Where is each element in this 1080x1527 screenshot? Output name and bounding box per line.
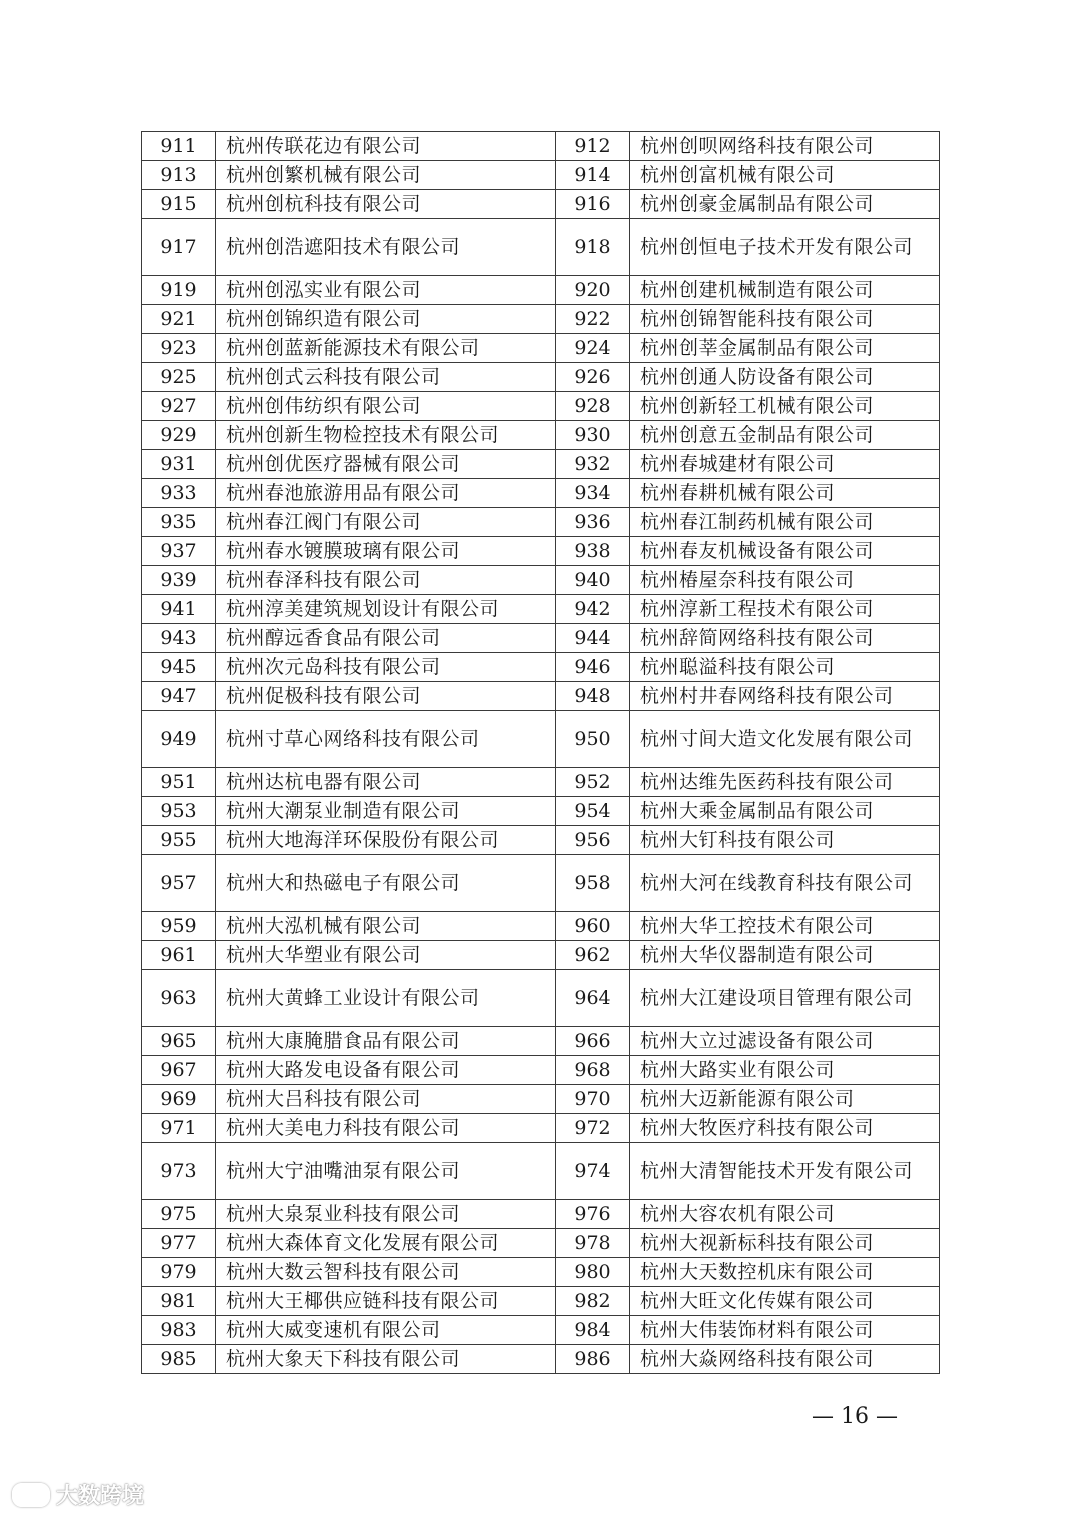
company-name-cell: 杭州创恒电子技术开发有限公司 (630, 219, 940, 276)
row-number-cell: 911 (142, 132, 216, 161)
table-row (142, 624, 940, 653)
company-name-cell: 杭州春水镀膜玻璃有限公司 (216, 537, 556, 566)
row-number-cell: 968 (556, 1056, 630, 1085)
company-name-cell: 杭州创锦智能科技有限公司 (630, 305, 940, 334)
row-number-cell: 962 (556, 941, 630, 970)
company-name-cell: 杭州创优医疗器械有限公司 (216, 450, 556, 479)
company-name-cell: 杭州大吕科技有限公司 (216, 1085, 556, 1114)
company-name-cell: 杭州大数云智科技有限公司 (216, 1258, 556, 1287)
row-number-cell: 936 (556, 508, 630, 537)
row-number-cell: 974 (556, 1143, 630, 1200)
row-number-cell: 928 (556, 392, 630, 421)
table-row (142, 595, 940, 624)
company-name-cell: 杭州春城建材有限公司 (630, 450, 940, 479)
company-name-cell: 杭州寸草心网络科技有限公司 (216, 711, 556, 768)
table-row (142, 1287, 940, 1316)
row-number-cell: 951 (142, 768, 216, 797)
table-row (142, 1143, 940, 1200)
row-number-cell: 949 (142, 711, 216, 768)
company-name-cell: 杭州大河在线教育科技有限公司 (630, 855, 940, 912)
company-name-cell: 杭州大美电力科技有限公司 (216, 1114, 556, 1143)
company-name-cell: 杭州大视新标科技有限公司 (630, 1229, 940, 1258)
company-name-cell: 杭州创锦织造有限公司 (216, 305, 556, 334)
company-name-cell: 杭州大泉泵业科技有限公司 (216, 1200, 556, 1229)
row-number-cell: 964 (556, 970, 630, 1027)
row-number-cell: 943 (142, 624, 216, 653)
table-row (142, 1056, 940, 1085)
company-name-cell: 杭州大旺文化传媒有限公司 (630, 1287, 940, 1316)
table-body (142, 132, 940, 1374)
row-number-cell: 986 (556, 1345, 630, 1374)
company-name-cell: 杭州椿屋奈科技有限公司 (630, 566, 940, 595)
table-row (142, 1345, 940, 1374)
company-name-cell: 杭州大立过滤设备有限公司 (630, 1027, 940, 1056)
company-name-cell: 杭州聪溢科技有限公司 (630, 653, 940, 682)
table-row (142, 276, 940, 305)
company-name-cell: 杭州寸间大造文化发展有限公司 (630, 711, 940, 768)
company-name-cell: 杭州大焱网络科技有限公司 (630, 1345, 940, 1374)
company-name-cell: 杭州大森体育文化发展有限公司 (216, 1229, 556, 1258)
row-number-cell: 967 (142, 1056, 216, 1085)
row-number-cell: 913 (142, 161, 216, 190)
table-row (142, 653, 940, 682)
company-name-cell: 杭州创建机械制造有限公司 (630, 276, 940, 305)
company-name-cell: 杭州创通人防设备有限公司 (630, 363, 940, 392)
table-row (142, 711, 940, 768)
table-row (142, 768, 940, 797)
table-row (142, 363, 940, 392)
row-number-cell: 985 (142, 1345, 216, 1374)
company-name-cell: 杭州达维先医药科技有限公司 (630, 768, 940, 797)
company-name-cell: 杭州大地海洋环保股份有限公司 (216, 826, 556, 855)
table-row (142, 1316, 940, 1345)
table-row (142, 941, 940, 970)
row-number-cell: 932 (556, 450, 630, 479)
row-number-cell: 961 (142, 941, 216, 970)
table-row (142, 682, 940, 711)
company-name-cell: 杭州大路发电设备有限公司 (216, 1056, 556, 1085)
table-row (142, 826, 940, 855)
row-number-cell: 930 (556, 421, 630, 450)
company-name-cell: 杭州大伟装饰材料有限公司 (630, 1316, 940, 1345)
row-number-cell: 938 (556, 537, 630, 566)
table-row (142, 970, 940, 1027)
table-row (142, 190, 940, 219)
row-number-cell: 963 (142, 970, 216, 1027)
company-name-cell: 杭州大华仪器制造有限公司 (630, 941, 940, 970)
watermark-logo-icon (12, 1483, 50, 1507)
row-number-cell: 945 (142, 653, 216, 682)
row-number-cell: 959 (142, 912, 216, 941)
company-name-cell: 杭州大黄蜂工业设计有限公司 (216, 970, 556, 1027)
company-name-cell: 杭州创伟纺织有限公司 (216, 392, 556, 421)
row-number-cell: 944 (556, 624, 630, 653)
row-number-cell: 983 (142, 1316, 216, 1345)
company-name-cell: 杭州淳美建筑规划设计有限公司 (216, 595, 556, 624)
company-name-cell: 杭州创豪金属制品有限公司 (630, 190, 940, 219)
table-row (142, 1085, 940, 1114)
row-number-cell: 972 (556, 1114, 630, 1143)
row-number-cell: 931 (142, 450, 216, 479)
table-row (142, 1027, 940, 1056)
row-number-cell: 969 (142, 1085, 216, 1114)
company-name-cell: 杭州创式云科技有限公司 (216, 363, 556, 392)
company-name-cell: 杭州大清智能技术开发有限公司 (630, 1143, 940, 1200)
company-name-cell: 杭州大迈新能源有限公司 (630, 1085, 940, 1114)
company-name-cell: 杭州创呗网络科技有限公司 (630, 132, 940, 161)
company-name-cell: 杭州淳新工程技术有限公司 (630, 595, 940, 624)
row-number-cell: 925 (142, 363, 216, 392)
row-number-cell: 923 (142, 334, 216, 363)
company-name-cell: 杭州春友机械设备有限公司 (630, 537, 940, 566)
row-number-cell: 919 (142, 276, 216, 305)
row-number-cell: 976 (556, 1200, 630, 1229)
row-number-cell: 921 (142, 305, 216, 334)
company-name-cell: 杭州大威变速机有限公司 (216, 1316, 556, 1345)
company-name-cell: 杭州村井春网络科技有限公司 (630, 682, 940, 711)
row-number-cell: 965 (142, 1027, 216, 1056)
row-number-cell: 912 (556, 132, 630, 161)
row-number-cell: 981 (142, 1287, 216, 1316)
row-number-cell: 924 (556, 334, 630, 363)
company-name-cell: 杭州大泓机械有限公司 (216, 912, 556, 941)
company-name-cell: 杭州创莘金属制品有限公司 (630, 334, 940, 363)
company-name-cell: 杭州大象天下科技有限公司 (216, 1345, 556, 1374)
company-name-cell: 杭州辞简网络科技有限公司 (630, 624, 940, 653)
row-number-cell: 947 (142, 682, 216, 711)
company-name-cell: 杭州创繁机械有限公司 (216, 161, 556, 190)
table-row (142, 1258, 940, 1287)
row-number-cell: 958 (556, 855, 630, 912)
company-name-cell: 杭州春耕机械有限公司 (630, 479, 940, 508)
company-name-cell: 杭州传联花边有限公司 (216, 132, 556, 161)
row-number-cell: 927 (142, 392, 216, 421)
company-name-cell: 杭州大王椰供应链科技有限公司 (216, 1287, 556, 1316)
company-name-cell: 杭州大和热磁电子有限公司 (216, 855, 556, 912)
table-row (142, 797, 940, 826)
company-name-cell: 杭州创浩遮阳技术有限公司 (216, 219, 556, 276)
row-number-cell: 960 (556, 912, 630, 941)
row-number-cell: 982 (556, 1287, 630, 1316)
company-name-cell: 杭州大钉科技有限公司 (630, 826, 940, 855)
row-number-cell: 922 (556, 305, 630, 334)
company-name-cell: 杭州达杭电器有限公司 (216, 768, 556, 797)
company-name-cell: 杭州大路实业有限公司 (630, 1056, 940, 1085)
table-row (142, 450, 940, 479)
company-name-cell: 杭州大华塑业有限公司 (216, 941, 556, 970)
row-number-cell: 971 (142, 1114, 216, 1143)
table-row (142, 1229, 940, 1258)
company-name-cell: 杭州大天数控机床有限公司 (630, 1258, 940, 1287)
row-number-cell: 937 (142, 537, 216, 566)
row-number-cell: 940 (556, 566, 630, 595)
watermark-text: 大数跨境 (56, 1484, 145, 1509)
company-name-cell: 杭州大华工控技术有限公司 (630, 912, 940, 941)
row-number-cell: 935 (142, 508, 216, 537)
row-number-cell: 920 (556, 276, 630, 305)
table-row (142, 132, 940, 161)
company-name-cell: 杭州创新生物检控技术有限公司 (216, 421, 556, 450)
watermark (12, 1479, 144, 1510)
table-row (142, 508, 940, 537)
row-number-cell: 926 (556, 363, 630, 392)
row-number-cell: 914 (556, 161, 630, 190)
table-row (142, 1114, 940, 1143)
company-list-table (141, 131, 940, 1374)
table-row (142, 305, 940, 334)
company-name-cell: 杭州创意五金制品有限公司 (630, 421, 940, 450)
row-number-cell: 915 (142, 190, 216, 219)
company-name-cell: 杭州春江制药机械有限公司 (630, 508, 940, 537)
row-number-cell: 950 (556, 711, 630, 768)
row-number-cell: 957 (142, 855, 216, 912)
table-row (142, 392, 940, 421)
row-number-cell: 975 (142, 1200, 216, 1229)
row-number-cell: 929 (142, 421, 216, 450)
row-number-cell: 934 (556, 479, 630, 508)
table-row (142, 1200, 940, 1229)
row-number-cell: 955 (142, 826, 216, 855)
row-number-cell: 980 (556, 1258, 630, 1287)
table-row (142, 537, 940, 566)
table-row (142, 566, 940, 595)
row-number-cell: 939 (142, 566, 216, 595)
row-number-cell: 918 (556, 219, 630, 276)
row-number-cell: 952 (556, 768, 630, 797)
company-name-cell: 杭州大牧医疗科技有限公司 (630, 1114, 940, 1143)
table-row (142, 219, 940, 276)
row-number-cell: 977 (142, 1229, 216, 1258)
company-name-cell: 杭州创新轻工机械有限公司 (630, 392, 940, 421)
company-name-cell: 杭州大宁油嘴油泵有限公司 (216, 1143, 556, 1200)
table-row (142, 912, 940, 941)
row-number-cell: 979 (142, 1258, 216, 1287)
row-number-cell: 946 (556, 653, 630, 682)
row-number-cell: 984 (556, 1316, 630, 1345)
row-number-cell: 933 (142, 479, 216, 508)
company-name-cell: 杭州春池旅游用品有限公司 (216, 479, 556, 508)
company-name-cell: 杭州创泓实业有限公司 (216, 276, 556, 305)
company-name-cell: 杭州春泽科技有限公司 (216, 566, 556, 595)
row-number-cell: 970 (556, 1085, 630, 1114)
row-number-cell: 953 (142, 797, 216, 826)
page-number: — 16 — (812, 1404, 898, 1429)
company-name-cell: 杭州促极科技有限公司 (216, 682, 556, 711)
company-name-cell: 杭州大康腌腊食品有限公司 (216, 1027, 556, 1056)
company-name-cell: 杭州创富机械有限公司 (630, 161, 940, 190)
company-name-cell: 杭州春江阀门有限公司 (216, 508, 556, 537)
row-number-cell: 954 (556, 797, 630, 826)
row-number-cell: 917 (142, 219, 216, 276)
row-number-cell: 948 (556, 682, 630, 711)
company-name-cell: 杭州创蓝新能源技术有限公司 (216, 334, 556, 363)
company-name-cell: 杭州次元岛科技有限公司 (216, 653, 556, 682)
row-number-cell: 956 (556, 826, 630, 855)
row-number-cell: 966 (556, 1027, 630, 1056)
table-row (142, 479, 940, 508)
table-row (142, 421, 940, 450)
company-name-cell: 杭州醇远香食品有限公司 (216, 624, 556, 653)
company-name-cell: 杭州大江建设项目管理有限公司 (630, 970, 940, 1027)
row-number-cell: 978 (556, 1229, 630, 1258)
company-name-cell: 杭州大容农机有限公司 (630, 1200, 940, 1229)
company-name-cell: 杭州大潮泵业制造有限公司 (216, 797, 556, 826)
table-row (142, 334, 940, 363)
company-name-cell: 杭州创杭科技有限公司 (216, 190, 556, 219)
company-name-cell: 杭州大乘金属制品有限公司 (630, 797, 940, 826)
row-number-cell: 973 (142, 1143, 216, 1200)
row-number-cell: 941 (142, 595, 216, 624)
row-number-cell: 916 (556, 190, 630, 219)
table-row (142, 855, 940, 912)
row-number-cell: 942 (556, 595, 630, 624)
table-row (142, 161, 940, 190)
